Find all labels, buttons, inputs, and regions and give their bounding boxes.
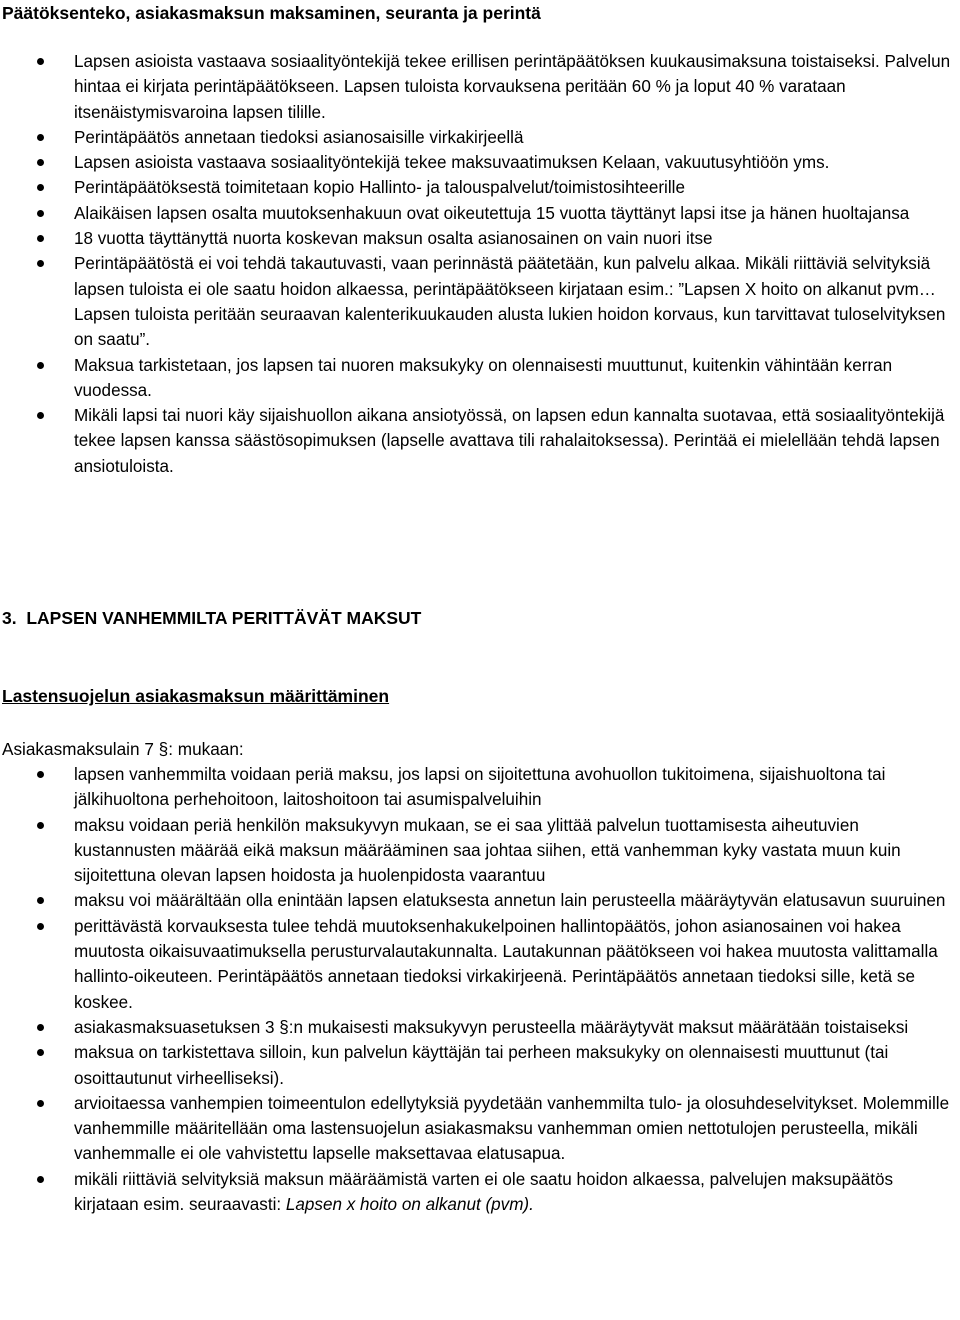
- list-item: maksu voi määrältään olla enintään lapsen elatuksesta annetun lain perusteella määräytyvän elatusavun suuruinen: [0, 888, 960, 913]
- lead-text: Asiakasmaksulain 7 §: mukaan:: [2, 739, 244, 759]
- section-title: Päätöksenteko, asiakasmaksun maksaminen, seuranta ja perintä: [2, 3, 541, 23]
- list-item: maksu voidaan periä henkilön maksukyvyn mukaan, se ei saa ylittää palvelun tuottamisesta aiheutuvien kustannusten määrää eikä maksun määrääminen saa johtaa siihen, että vanhemman kyky vastata muun kuin sijoitettuna olevan lapsen hoidosta ja huolenpidosta vaarantuu: [0, 813, 960, 889]
- bullet-list-payment-recovery: [0, 49, 960, 479]
- list-item: Mikäli lapsi tai nuori käy sijaishuollon aikana ansiotyössä, on lapsen edun kannalta suotavaa, että sosiaalityöntekijä tekee lapsen kanssa säästösopimuksen (lapselle avattava tili rahalaitoksessa). Perintää ei mielellään tehdä lapsen ansiotuloista.: [0, 403, 960, 479]
- list-item-last: [0, 1167, 960, 1218]
- list-item: asiakasmaksuasetuksen 3 §:n mukaisesti maksukyvyn perusteella määräytyvät maksut määrätään toistaiseksi: [0, 1015, 960, 1040]
- list-item-text: mikäli riittäviä selvityksiä maksun määräämistä varten ei ole saatu hoidon alkaessa, palvelujen maksupäätös kirjataan esim. seuraavasti:: [74, 1169, 893, 1215]
- list-item: Perintäpäätöstä ei voi tehdä takautuvasti, vaan perinnästä päätetään, kun palvelu alkaa. Mikäli riittäviä selvityksiä lapsen tuloista ei ole saatu hoidon alkaessa, perintäpäätökseen kirjataan esim.: ”Lapsen X hoito on alkanut pvm… Lapsen tuloista peritään seuraavan kalenterikuukauden alusta lukien hoidon korvaus, kun tarvittavat tuloselvityksen on saatu”.: [0, 251, 960, 352]
- list-item: Lapsen asioista vastaava sosiaalityöntekijä tekee maksuvaatimuksen Kelaan, vakuutusyhtiöön yms.: [0, 150, 960, 175]
- list-item: perittävästä korvauksesta tulee tehdä muutoksenhakukelpoinen hallintopäätös, johon asianosainen voi hakea muutosta oikaisuvaatimuksella perusturvalautakunnalta. Lautakunnan päätökseen voi hakea muutosta valittamalla hallinto-oikeuteen. Perintäpäätös annetaan tiedoksi virkakirjeenä. Perintäpäätös annetaan tiedoksi sille, ketä se koskee.: [0, 914, 960, 1015]
- list-item: Alaikäisen lapsen osalta muutoksenhakuun ovat oikeutettuja 15 vuotta täyttänyt lapsi itse ja hänen huoltajansa: [0, 201, 960, 226]
- list-item-italic-text: Lapsen x hoito on alkanut (pvm).: [285, 1195, 534, 1215]
- list-item: Maksua tarkistetaan, jos lapsen tai nuoren maksukyky on olennaisesti muuttunut, kuitenkin vähintään kerran vuodessa.: [0, 353, 960, 404]
- subsection-title: Lastensuojelun asiakasmaksun määrittäminen: [2, 686, 390, 706]
- bullet-list-parent-fees: [0, 762, 960, 1217]
- list-item: Lapsen asioista vastaava sosiaalityöntekijä tekee erillisen perintäpäätöksen kuukausimaksuna toistaiseksi. Palvelun hintaa ei kirjata perintäpäätökseen. Lapsen tuloista korvauksena peritään 60 % ja loput 40 % varataan itsenäistymisvaroina lapsen tilille.: [0, 49, 960, 125]
- list-item: maksua on tarkistettava silloin, kun palvelun käyttäjän tai perheen maksukyky on olennaisesti muuttunut (tai osoittautunut virheelliseksi).: [0, 1040, 960, 1091]
- list-item: 18 vuotta täyttänyttä nuorta koskevan maksun osalta asianosainen on vain nuori itse: [0, 226, 960, 251]
- list-item: Perintäpäätöksestä toimitetaan kopio Hallinto- ja talouspalvelut/toimistosihteerille: [0, 175, 960, 200]
- section-3-title: 3. LAPSEN VANHEMMILTA PERITTÄVÄT MAKSUT: [2, 608, 422, 628]
- list-item: Perintäpäätös annetaan tiedoksi asianosaisille virkakirjeellä: [0, 125, 960, 150]
- list-item: arvioitaessa vanhempien toimeentulon edellytyksiä pyydetään vanhemmilta tulo- ja olosuhdeselvitykset. Molemmille vanhemmille määritellään oma lastensuojelun asiakasmaksu vanhemman omien nettotulojen perusteella, mikäli vanhemmalle ei ole vahvistettu lapselle maksettavaa elatusapua.: [0, 1091, 960, 1167]
- list-item: lapsen vanhemmilta voidaan periä maksu, jos lapsi on sijoitettuna avohuollon tukitoimena, sijaishuoltona tai jälkihuoltona perhehoitoon, laitoshoitoon tai asumispalveluihin: [0, 762, 960, 813]
